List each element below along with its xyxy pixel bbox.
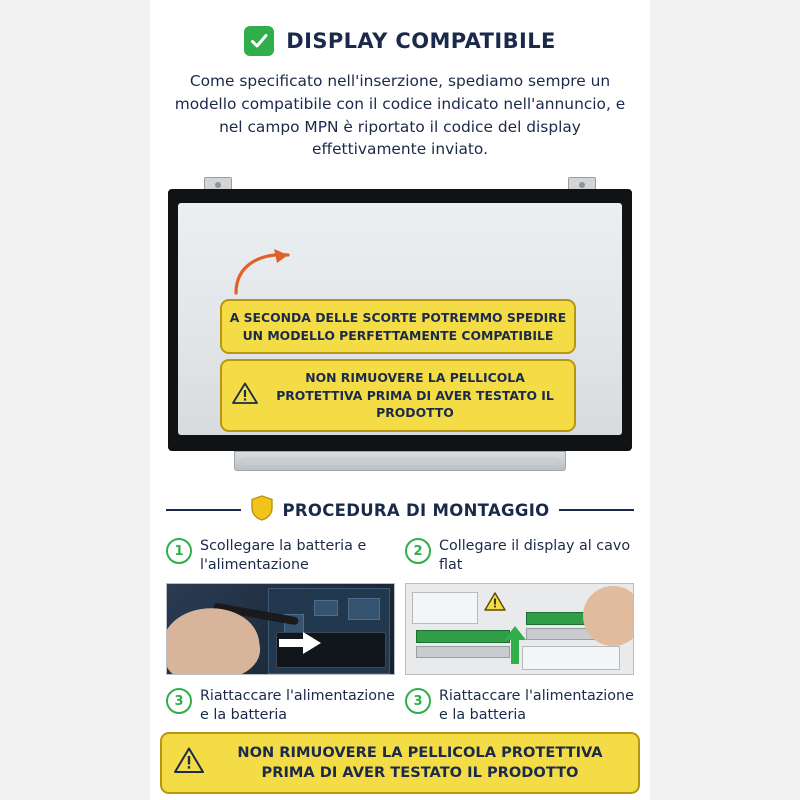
protective-film-note-text: NON RIMUOVERE LA PELLICOLA PROTETTIVA PRIMA DI AVER TESTATO IL PRODOTTO xyxy=(276,370,554,421)
step-text: Riattaccare l'alimentazione e la batteria xyxy=(200,688,395,724)
warning-triangle-icon xyxy=(232,382,258,410)
rule-left xyxy=(166,509,241,511)
compatibility-note: A SECONDA DELLE SCORTE POTREMMO SPEDIRE UN MODELLO PERFETTAMENTE COMPATIBILE xyxy=(220,299,576,354)
step-item xyxy=(405,687,634,729)
intro-paragraph: Come specificato nell'inserzione, spediamo sempre un modello compatibile con il codice indicato nell'annuncio, e nel campo MPN è riportato il codice del display effettivamente inviato. xyxy=(174,72,626,159)
green-up-arrow-icon xyxy=(504,626,526,668)
steps-column-right xyxy=(405,537,634,675)
bottom-warning-text: NON RIMUOVERE LA PELLICOLA PROTETTIVA PRIMA DI AVER TESTATO IL PRODOTTO xyxy=(237,743,603,781)
content-column xyxy=(150,0,650,800)
step-number: 1 xyxy=(166,538,192,564)
display-flat-cable-photo xyxy=(405,583,634,675)
laptop-battery-disconnect-photo xyxy=(166,583,395,675)
check-badge-icon xyxy=(244,26,274,56)
steps-column-right-bottom xyxy=(405,687,634,729)
display-panel-illustration xyxy=(168,177,632,477)
protective-film-note xyxy=(220,359,576,432)
procedure-heading xyxy=(166,495,634,525)
panel-back xyxy=(412,592,478,624)
page-title: DISPLAY COMPATIBILE xyxy=(286,29,556,53)
left-margin xyxy=(0,0,150,800)
flat-cable-connector xyxy=(416,630,510,643)
warning-triangle-icon xyxy=(174,747,204,778)
step-number: 3 xyxy=(166,688,192,714)
warning-triangle-icon xyxy=(484,592,506,616)
step-text: Collegare il display al cavo flat xyxy=(439,538,631,574)
right-margin xyxy=(650,0,800,800)
procedure-steps-second-row xyxy=(166,687,634,729)
rule-right xyxy=(559,509,634,511)
display-connector-strip xyxy=(234,451,566,471)
display-bezel xyxy=(168,189,632,451)
panel-edge xyxy=(522,646,620,670)
step-number: 2 xyxy=(405,538,431,564)
procedure-title: PROCEDURA DI MONTAGGIO xyxy=(282,500,550,520)
step-item xyxy=(166,537,395,579)
steps-column-left-bottom xyxy=(166,687,395,729)
step-item xyxy=(405,537,634,579)
step-text: Riattaccare l'alimentazione e la batteria xyxy=(439,688,634,724)
bottom-warning-banner xyxy=(160,732,640,794)
chip xyxy=(314,600,338,616)
step-number: 3 xyxy=(405,688,431,714)
flat-cable xyxy=(416,646,510,658)
step-text: Scollegare la batteria e l'alimentazione xyxy=(200,538,367,574)
display-screen xyxy=(178,203,622,435)
chip xyxy=(348,598,380,620)
step-item xyxy=(166,687,395,729)
shield-icon xyxy=(251,495,273,525)
curved-arrow-icon xyxy=(230,247,300,295)
header xyxy=(150,0,650,56)
steps-column-left xyxy=(166,537,395,675)
procedure-steps xyxy=(166,537,634,675)
